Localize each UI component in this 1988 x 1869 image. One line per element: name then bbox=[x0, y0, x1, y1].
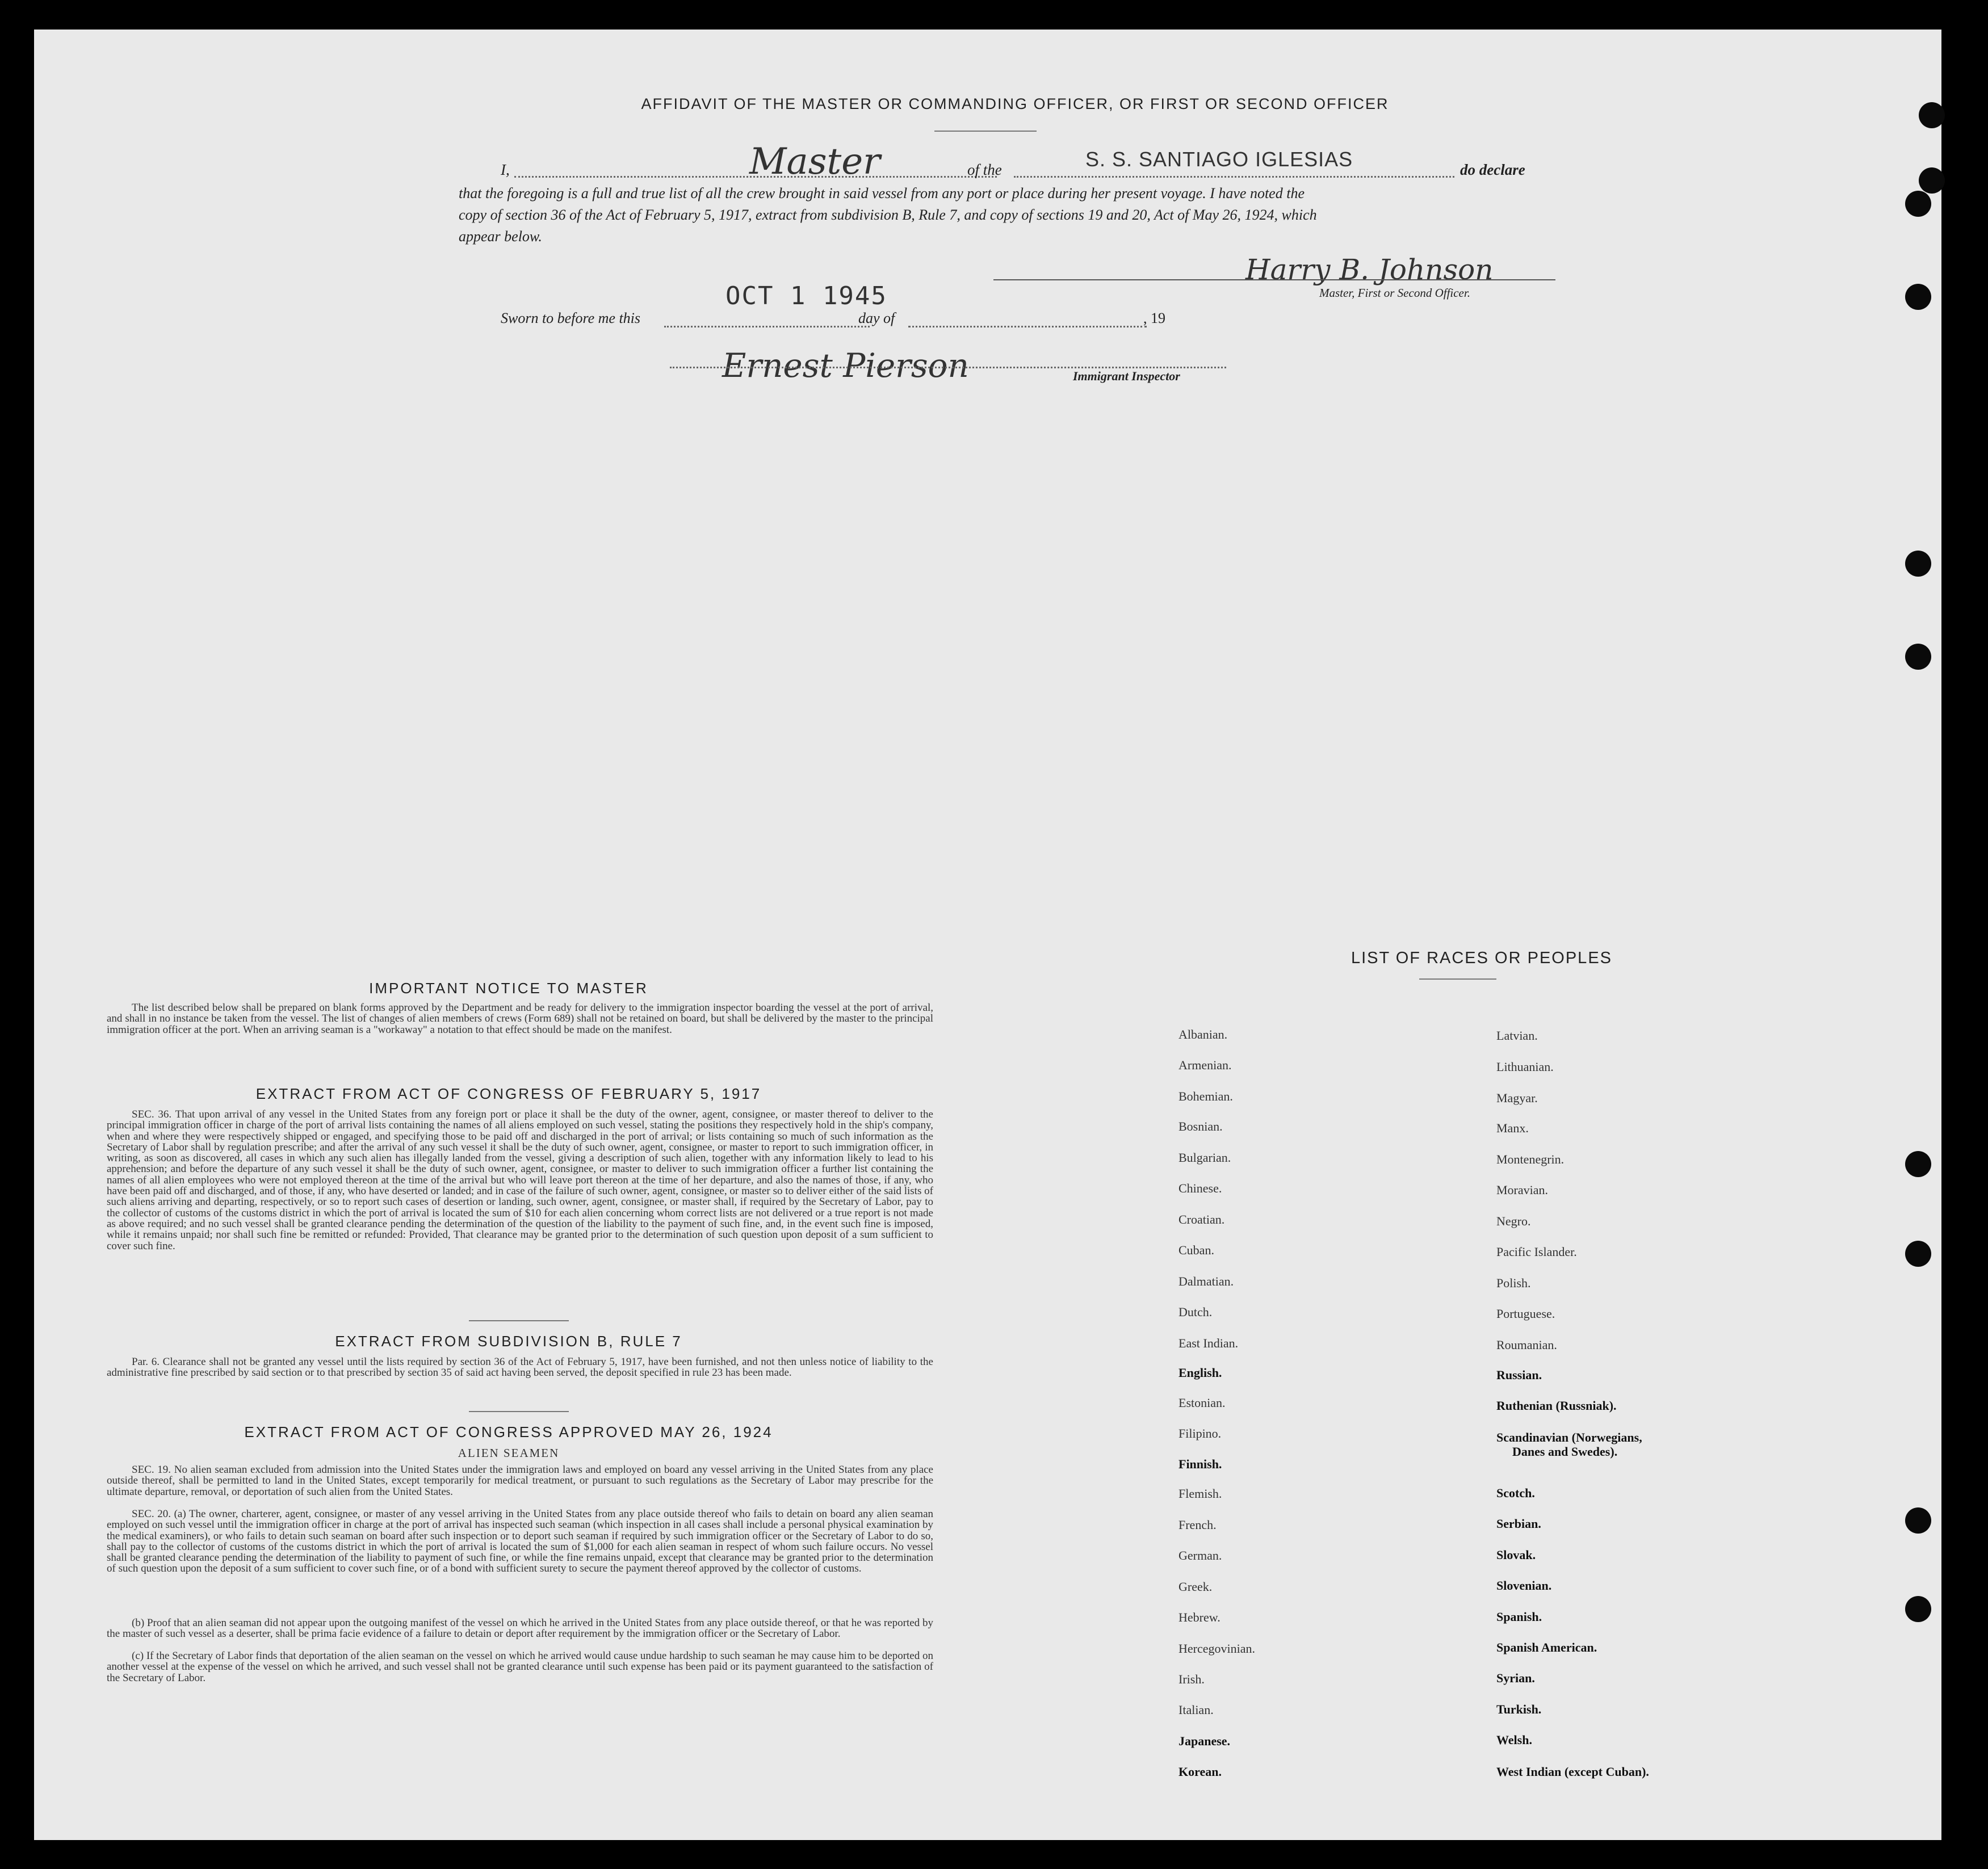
race-item: Bosnian. bbox=[1178, 1119, 1223, 1133]
extract-1924-title: EXTRACT FROM ACT OF CONGRESS APPROVED MAY 26, 1924 bbox=[244, 1423, 773, 1440]
sec-20b-text: (b) Proof that an alien seaman did not appear upon the outgoing manifest of the vessel on which he arrived in the United States from any place outside thereof, or that he was reported by the master of such vessel as a deserter, shall be prima facie evidence of a failure to detain or deport after requirement by the immigration officer or the Secretary of Labor. bbox=[107, 1617, 933, 1640]
race-item: Cuban. bbox=[1178, 1243, 1214, 1257]
race-item: Moravian. bbox=[1496, 1183, 1549, 1197]
race-item: Slovak. bbox=[1496, 1548, 1536, 1562]
do-declare: do declare bbox=[1460, 161, 1525, 178]
races-divider bbox=[1419, 978, 1496, 980]
race-item: Russian. bbox=[1496, 1368, 1542, 1382]
form-page bbox=[34, 30, 1941, 1840]
i-label: I, bbox=[501, 161, 510, 178]
race-item: Irish. bbox=[1178, 1672, 1205, 1686]
year-label: , 19 bbox=[1143, 310, 1165, 326]
vessel-line bbox=[1014, 176, 1454, 178]
extract-1917-title: EXTRACT FROM ACT OF CONGRESS OF FEBRUARY 5, 1917 bbox=[255, 1085, 762, 1102]
binder-hole bbox=[1919, 167, 1945, 194]
race-item: Filipino. bbox=[1178, 1426, 1222, 1440]
race-item: Lithuanian. bbox=[1496, 1060, 1554, 1074]
race-item: Dalmatian. bbox=[1178, 1274, 1234, 1288]
name-handwritten: Master bbox=[749, 141, 880, 183]
notice-text: The list described below shall be prepared on blank forms approved by the Department and be ready for delivery to the immigration inspector boarding the vessel at the port of arrival, and shall in no instance be taken from the vessel. The list of changes of alien members of crews (Form 689) shall not be retained on board, but shall be delivered by the master to the principal immigration officer at the port. When an arriving seaman is a "workaway" a notation to that effect should be made on the manifest. bbox=[107, 1002, 933, 1036]
of-the-label: of the bbox=[967, 161, 1002, 178]
binder-hole bbox=[1905, 551, 1931, 577]
affidavit-body-line1: that the foregoing is a full and true list of all the crew brought in said vessel from any port or place during her present voyage. I have noted the bbox=[459, 185, 1305, 201]
notice-title: IMPORTANT NOTICE TO MASTER bbox=[369, 980, 648, 997]
sec-19-text: SEC. 19. No alien seaman excluded from admission into the United States under the immigration laws and employed on board any vessel arriving in the United States from any place outside thereof, shall be permitted to land in the United States, except temporarily for medical treatment, or pursuant to such regulations as the Secretary of Labor may prescribe for the ultimate departure, removal, or deportation of such alien from the United States. bbox=[107, 1464, 933, 1498]
title-divider bbox=[934, 131, 1037, 132]
binder-hole bbox=[1905, 1241, 1931, 1267]
extract-1924-subtitle: ALIEN SEAMEN bbox=[458, 1446, 560, 1460]
sworn-label: Sworn to before me this bbox=[501, 310, 641, 326]
race-item: Pacific Islander. bbox=[1496, 1245, 1577, 1259]
race-item: Portuguese. bbox=[1496, 1307, 1555, 1321]
binder-hole bbox=[1905, 1507, 1931, 1534]
race-item: Bulgarian. bbox=[1178, 1150, 1231, 1165]
inspector-signature: Ernest Pierson bbox=[722, 346, 969, 385]
inspector-caption: Immigrant Inspector bbox=[1073, 369, 1180, 383]
extract-rule7-title: EXTRACT FROM SUBDIVISION B, RULE 7 bbox=[335, 1333, 682, 1350]
race-item: Croatian. bbox=[1178, 1212, 1225, 1227]
race-item: Hercegovinian. bbox=[1178, 1641, 1255, 1656]
sworn-day-line bbox=[664, 326, 870, 327]
race-item: Scandinavian (Norwegians, bbox=[1496, 1430, 1642, 1444]
race-item: Syrian. bbox=[1496, 1671, 1535, 1685]
race-item: Polish. bbox=[1496, 1276, 1531, 1290]
race-item: Danes and Swedes). bbox=[1512, 1444, 1618, 1459]
race-item: English. bbox=[1178, 1366, 1222, 1380]
race-item: Estonian. bbox=[1178, 1396, 1226, 1410]
extract-rule7-text: Par. 6. Clearance shall not be granted any vessel until the lists required by section 36 of the Act of February 5, 1917, have been furnished, and not then unless notice of liability to the administrative fine prescribed by said section or to that prescribed by section 35 of said act having been served, the deposit specified in rule 23 has been made. bbox=[107, 1356, 933, 1379]
race-item: Magyar. bbox=[1496, 1091, 1538, 1105]
affidavit-title: AFFIDAVIT OF THE MASTER OR COMMANDING OFFICER, OR FIRST OR SECOND OFFICER bbox=[641, 95, 1389, 112]
binder-hole bbox=[1905, 644, 1931, 670]
race-item: Montenegrin. bbox=[1496, 1152, 1565, 1166]
binder-hole bbox=[1905, 1596, 1931, 1622]
day-of-label: day of bbox=[858, 310, 895, 326]
race-item: Italian. bbox=[1178, 1703, 1214, 1717]
race-item: French. bbox=[1178, 1518, 1217, 1532]
race-item: Spanish American. bbox=[1496, 1640, 1597, 1654]
officer-caption: Master, First or Second Officer. bbox=[1319, 286, 1470, 300]
race-item: West Indian (except Cuban). bbox=[1496, 1765, 1649, 1779]
binder-hole bbox=[1919, 102, 1945, 128]
sec-20c-text: (c) If the Secretary of Labor finds that deportation of the alien seaman on the vessel on which he arrived would cause undue hardship to such seaman he may cause him to be deported on another vessel at the expense of the vessel on which he arrived, and such vessel shall not be granted clearance until such expense has been paid or its payment guaranteed to the satisfaction of the Secretary of Labor. bbox=[107, 1650, 933, 1684]
race-item: Bohemian. bbox=[1178, 1089, 1233, 1103]
race-item: Albanian. bbox=[1178, 1027, 1228, 1041]
race-item: Ruthenian (Russniak). bbox=[1496, 1398, 1617, 1413]
race-item: Spanish. bbox=[1496, 1610, 1542, 1624]
race-item: Serbian. bbox=[1496, 1517, 1541, 1531]
extract-1917-text: SEC. 36. That upon arrival of any vessel in the United States from any foreign port or place it shall be the duty of the owner, agent, consignee, or master thereof to deliver to the principal immigration officer in charge of the port of arrival lists containing the names of all aliens employed on such vessel, stating the positions they respectively hold in the ship's company, when and where they were respectively shipped or engaged, and specifying those to be paid off and discharged in the port of arrival; or lists containing so much of such information as the Secretary of Labor shall by regulation prescribe; and after the arrival of any such vessel it shall be the duty of such owner, agent, consignee, or master to report to such immigration officer, in writing, as soon as discovered, all cases in which any such alien has illegally landed from the vessel, giving a description of such alien, together with any information likely to lead to his apprehension; and before the departure of any such vessel it shall be the duty of such owner, agent, consignee, or master to deliver to such immigration officer a further list containing the names of all alien employees who were not employed thereon at the time of the arrival but who will leave port thereon at the time of her departure, and also the names of those, if any, who have been paid off and discharged, and of those, if any, who have deserted or landed; and in case of the failure of such owner, agent, consignee, or master so to deliver either of the said lists of such aliens arriving and departing, respectively, or so to report such cases of desertion or landing, such owner, agent, consignee, or master shall, if required by the Secretary of Labor, pay to the collector of customs of the customs district in which the port of arrival is located the sum of $10 for each alien concerning whom correct lists are not delivered or a true report is not made as above required; and no such vessel shall be granted clearance pending the determination of the question of the liability to the payment of such fine, and, in the event such fine is imposed, while it remains unpaid; nor shall such fine be remitted or refunded: Provided, That clearance may be granted prior to the determination of such question upon deposit of a sum sufficient to cover such fine. bbox=[107, 1108, 933, 1252]
race-item: German. bbox=[1178, 1548, 1222, 1563]
sworn-month-line bbox=[908, 326, 1147, 327]
sec-20a-text: SEC. 20. (a) The owner, charterer, agent, consignee, or master of any vessel arriving in the United States from any place outside thereof who fails to detain on board any alien seaman employed on such vessel until the immigration officer in charge at the port of arrival has inspected such seaman (which inspection in all cases shall include a personal physical examination by the medical examiners), or who fails to detain such seaman on board after such inspection or to deport such seaman if required by such immigration officer or the Secretary of Labor to do so, shall pay to the collector of customs of the customs district in which the port of arrival is located the sum of $1,000 for each alien seaman in respect of whom such failure occurs. No vessel shall be granted clearance pending the determination of the liability to payment of such fine, or while the fine remains unpaid, except that clearance may be granted prior to the determination of such question upon the deposit of a sum sufficient to cover such fine, or of a bond with sufficient surety to secure the payment thereof approved by the collector of customs. bbox=[107, 1508, 933, 1575]
race-item: Korean. bbox=[1178, 1765, 1222, 1779]
officer-signature-line bbox=[993, 279, 1555, 280]
date-stamp: OCT 1 1945 bbox=[725, 282, 887, 310]
race-item: Flemish. bbox=[1178, 1486, 1222, 1501]
officer-signature: Harry B. Johnson bbox=[1245, 253, 1494, 286]
binder-hole bbox=[1905, 284, 1931, 310]
race-item: Hebrew. bbox=[1178, 1610, 1221, 1624]
race-item: Greek. bbox=[1178, 1580, 1213, 1594]
race-item: Roumanian. bbox=[1496, 1338, 1557, 1352]
divider-2 bbox=[469, 1411, 569, 1412]
binder-hole bbox=[1905, 191, 1931, 217]
inspector-line bbox=[670, 367, 1226, 368]
race-item: Turkish. bbox=[1496, 1702, 1542, 1716]
race-item: Slovenian. bbox=[1496, 1578, 1552, 1593]
divider-1 bbox=[469, 1320, 569, 1321]
race-item: Scotch. bbox=[1496, 1486, 1535, 1500]
binder-hole bbox=[1905, 1151, 1931, 1177]
race-item: Latvian. bbox=[1496, 1028, 1538, 1043]
race-item: East Indian. bbox=[1178, 1336, 1239, 1350]
race-item: Chinese. bbox=[1178, 1181, 1222, 1195]
race-item: Welsh. bbox=[1496, 1733, 1532, 1747]
race-item: Finnish. bbox=[1178, 1457, 1222, 1471]
vessel-name: S. S. SANTIAGO IGLESIAS bbox=[1085, 148, 1353, 171]
affidavit-body-line3: appear below. bbox=[459, 228, 542, 245]
race-item: Japanese. bbox=[1178, 1734, 1231, 1748]
race-item: Armenian. bbox=[1178, 1058, 1232, 1072]
race-item: Negro. bbox=[1496, 1214, 1531, 1228]
race-item: Manx. bbox=[1496, 1121, 1529, 1135]
race-item: Dutch. bbox=[1178, 1305, 1213, 1319]
affidavit-body-line2: copy of section 36 of the Act of February 5, 1917, extract from subdivision B, Rule 7, and copy of sections 19 and 20, Act of May 26, 1924, which bbox=[459, 207, 1317, 223]
races-title: LIST OF RACES OR PEOPLES bbox=[1351, 949, 1613, 967]
